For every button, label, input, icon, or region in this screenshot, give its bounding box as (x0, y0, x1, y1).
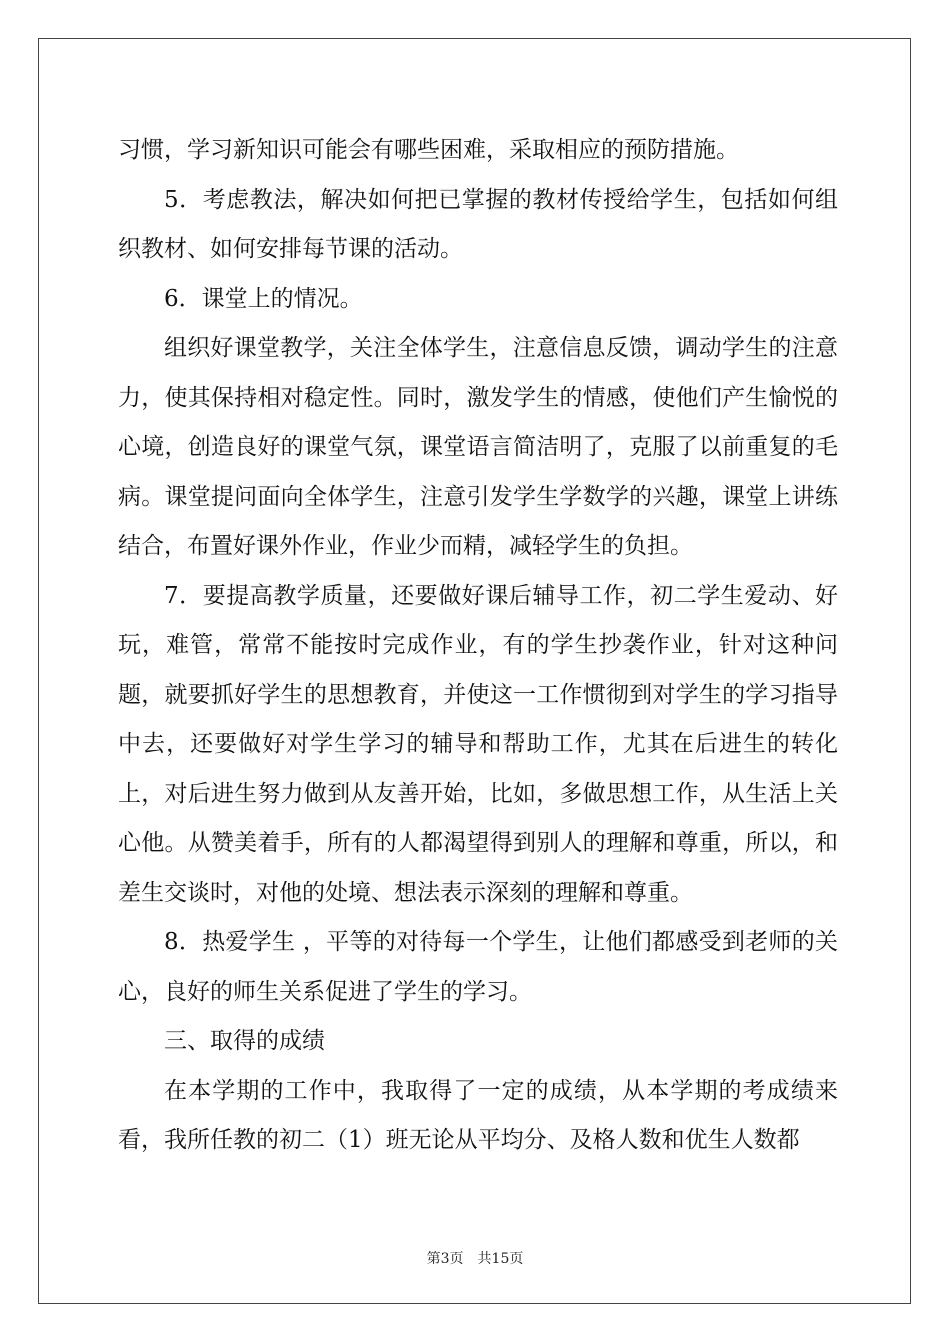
paragraph: 8．热爱学生 ，平等的对待每一个学生，让他们都感受到老师的关心，良好的师生关系促进了学生的学习。 (118, 929, 838, 1005)
paragraph: 习惯，学习新知识可能会有哪些困难，采取相应的预防措施。 (118, 137, 739, 163)
paragraph: 5．考虑教法，解决如何把已掌握的教材传授给学生，包括如何组织教材、如何安排每节课的活动。 (118, 186, 838, 262)
page-footer (0, 1248, 950, 1268)
page-number: 第3页 共15页 (426, 1251, 524, 1267)
paragraph: 三、取得的成绩 (164, 1028, 325, 1054)
paragraph: 在本学期的工作中，我取得了一定的成绩，从本学期的考成绩来看，我所任教的初二（1）班无论从平均分、及格人数和优生人数都 (118, 1077, 838, 1153)
paragraph: 6．课堂上的情况。 (164, 285, 363, 312)
paragraph: 7．要提高教学质量，还要做好课后辅导工作，初二学生爱动、好玩，难管，常常不能按时完成作业，有的学生抄袭作业，针对这种问题，就要抓好学生的思想教育，并使这一工作惯彻到对学生的学习指导中去，还要做好对学生学习的辅导和帮助工作，尤其在后进生的转化上，对后进生努力做到从友善开始，比如，多做思想工作，从生活上关心他。从赞美着手，所有的人都渴望得到别人的理解和尊重，所以，和差生交谈时，对他的处境、想法表示深刻的理解和尊重。 (118, 582, 838, 906)
paragraph: 组织好课堂教学，关注全体学生，注意信息反馈，调动学生的注意力，使其保持相对稳定性。同时，激发学生的情感，使他们产生愉悦的心境，创造良好的课堂气氛，课堂语言简洁明了，克服了以前重复的毛病。课堂提问面向全体学生，注意引发学生学数学的兴趣，课堂上讲练结合，布置好课外作业，作业少而精，减轻学生的负担。 (118, 335, 838, 559)
document-body (118, 126, 838, 1166)
